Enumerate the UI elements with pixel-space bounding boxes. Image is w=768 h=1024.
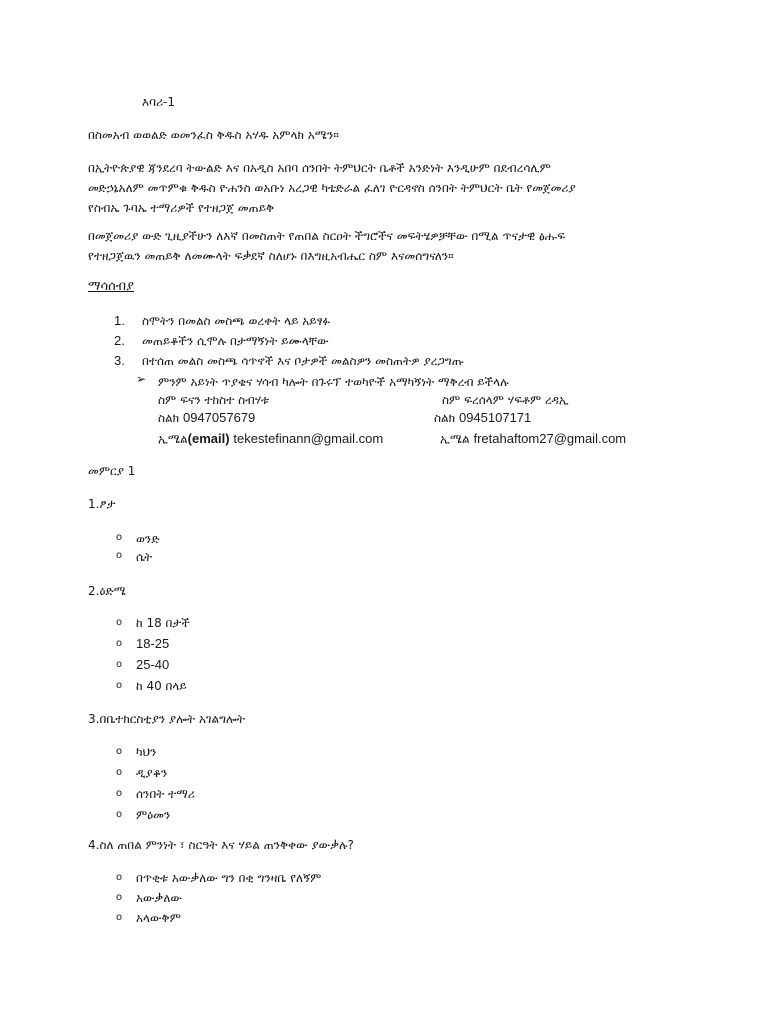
contact2-email: fretahaftom27@gmail.com [473,431,627,446]
answer-option[interactable]: ሰንበት ተማሪ [136,787,195,801]
answer-option[interactable]: ሴት [136,550,153,564]
contact2-name: ስም ፍረሰላም ሃፍቶም ረዳኢ [442,393,569,407]
contact2-phone-row [434,410,531,426]
answer-option[interactable]: 25-40 [136,657,170,672]
circle-bullet-icon: o [116,892,123,903]
question-label: 3.በቤተክርስቲያን ያሎት አገልግሎት [88,712,246,726]
contact1-phone-row [158,410,255,426]
request-line: በመጀመሪያ ውድ ጊዚያችሁን ለእኛ በመስጠት የጠበል ስርዐት ችግሮችና መፍትሄዎቻቸው በሚል ጥናታዊ ፅሑፍ [88,229,566,243]
circle-bullet-icon: o [116,617,123,628]
answer-option[interactable]: አላውቅም [136,911,181,925]
circle-bullet-icon: o [116,532,123,543]
circle-bullet-icon: o [116,746,123,757]
circle-bullet-icon: o [116,788,123,799]
contact2-email-label: ኢሜል [440,432,470,446]
circle-bullet-icon: o [116,659,123,670]
instruction-item: ስሞትን በመልስ መስጫ ወረቀት ላይ አይፃፉ [142,314,331,328]
section-title: መምርያ 1 [88,464,136,478]
circle-bullet-icon: o [116,872,123,883]
answer-option[interactable]: ወንድ [136,532,160,546]
arrow-bullet-icon: ➢ [136,372,147,386]
circle-bullet-icon: o [116,638,123,649]
answer-option[interactable]: 18-25 [136,636,170,651]
document-title: እባሪ-1 [142,95,175,109]
list-number: 1. [114,313,125,328]
intro-line: በኢትዮጵያዊ ጃንደረባ ትውልድ እና በአዲስ አበባ ሰንበት ትምህርት ቤቶች አንድነት እንዲሁም በደብረሳሊም [88,161,551,175]
instruction-item: በተሰጠ መልስ መስጫ ሳጥኖች እና ቦታዎች መልስዎን መስጠትዎ ያረጋግጡ [142,354,464,368]
circle-bullet-icon: o [116,809,123,820]
intro-line: የስብኤ ጉባኤ ተማሪዎች የተዘጋጀ መጠይቅ [88,201,275,215]
answer-option[interactable]: ዲያቆን [136,766,168,780]
circle-bullet-icon: o [116,550,123,561]
instruction-item: መጠይቆችን ሲሞሉ በታማኝነት ይሙላቸው [142,334,329,348]
request-line: የተዘጋጀዉን መጠይቅ ለመሙላት ፍቃደኛ ስለሆኑ በእግዚአብሔር ስም እናመሰግናለን። [88,249,454,263]
instructions-heading: ማሳሰብያ [88,279,134,294]
contact1-email-label: ኢሜል [158,432,188,446]
list-number: 3. [114,353,125,368]
contact1-email: tekestefinann@gmail.com [233,431,384,446]
circle-bullet-icon: o [116,912,123,923]
contact1-phone: 0947057679 [182,410,256,425]
contact2-email-row [440,431,626,447]
request-paragraph [88,226,565,266]
intro-paragraph [88,158,576,218]
contact-note: ምንም አይነት ጥያቄና ሃሳብ ካሎት በጉሩፕ ተወካዮች አማካኝነት ማቅረብ ይችላሉ [158,375,509,389]
answer-option[interactable]: በጥቂቱ አውቃለው ግን በቂ ግንዛቤ የለኝም [136,871,322,885]
contact2-phone-label: ስልክ [434,411,456,425]
contact1-email-label-en: (email) [187,431,230,446]
answer-option[interactable]: ከ 18 በታች [136,616,190,630]
answer-option[interactable]: ከ 40 በላይ [136,679,187,693]
contact1-email-row [158,431,383,447]
contact1-phone-label: ስልክ [158,411,180,425]
answer-option[interactable]: ካህን [136,745,157,759]
intro-line: መድኃኔአለም መጥምቁ ቅዱስ ዮሐንስ ወአቡነ አረጋዊ ካቴድራል ፈለገ ዮርዳኖስ ሰንበት ትምህርት ቤት የመጀመሪያ [88,181,576,195]
question-label: 1.ፆታ [88,497,116,511]
greeting-line: በስመአብ ወወልድ ወመንፈስ ቅዱስ አሃዱ አምላክ አሜን። [88,128,339,142]
answer-option[interactable]: አውቃለው [136,891,182,905]
circle-bullet-icon: o [116,767,123,778]
circle-bullet-icon: o [116,680,123,691]
answer-option[interactable]: ምዕመን [136,808,171,822]
question-label: 2.ዕድሜ [88,584,126,598]
list-number: 2. [114,333,125,348]
contact2-phone: 0945107171 [458,410,532,425]
contact1-name: ስም ፍናን ተከስተ ስብሃቱ [158,393,270,407]
question-label: 4.ስለ ጠበል ምንነት ፣ ስርዓት እና ሃይል ጠንቅቀው ያውቃሉ? [88,838,354,852]
